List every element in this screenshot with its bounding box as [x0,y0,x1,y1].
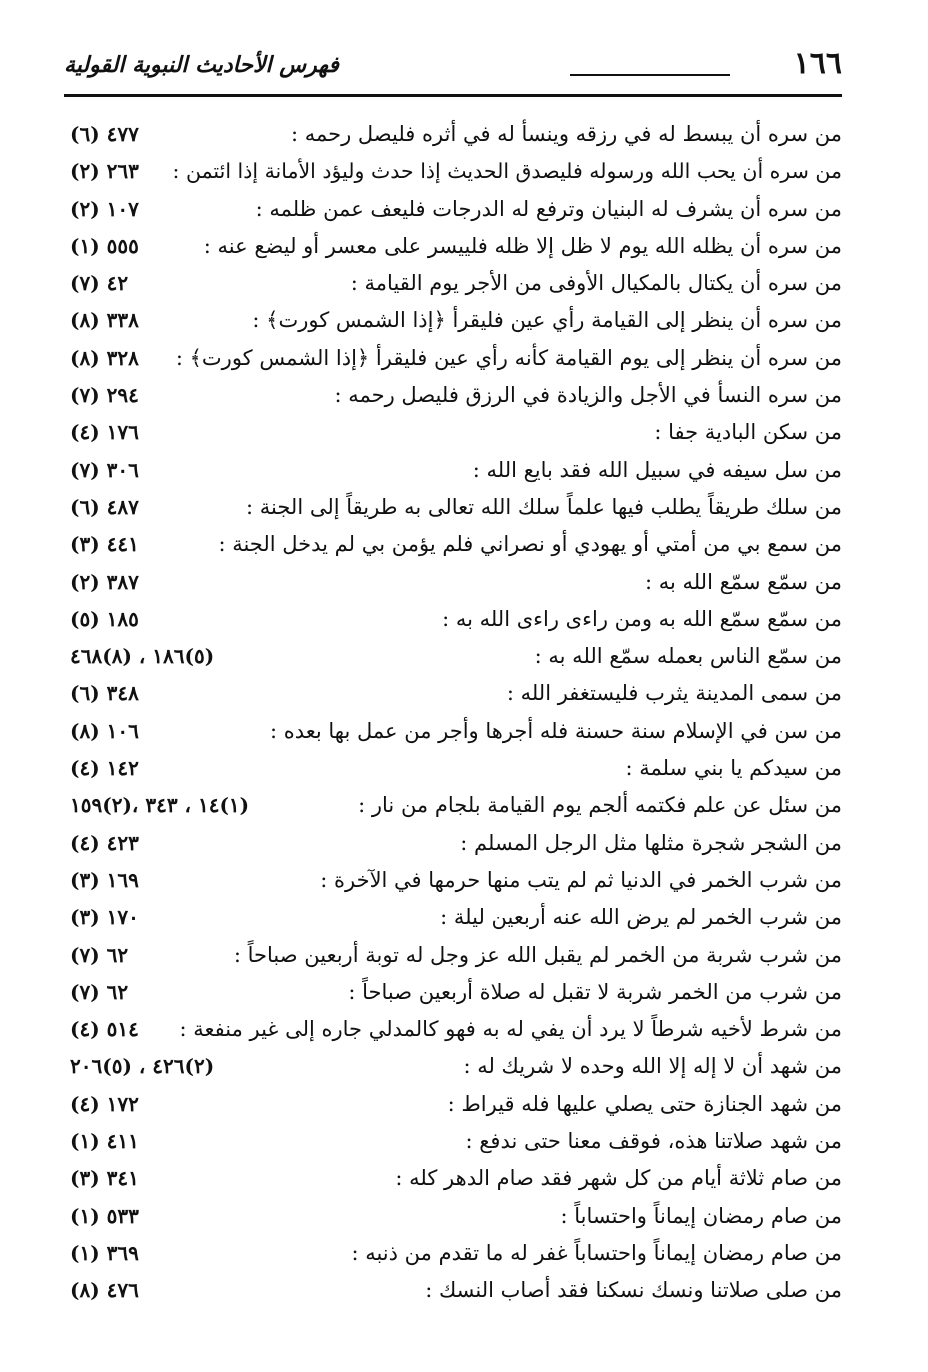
entry-page-reference: ٤٧٦ (٨) [70,1278,139,1303]
entry-page-reference: ١٠٦ (٨) [70,718,139,743]
entry-hadith-text: من سره أن يبسط له في رزقه وينسأ له في أثره فليصل رحمه : [290,122,842,146]
entry-page-reference: ٤٢ (٧) [70,271,129,296]
index-entry [64,864,842,901]
entry-hadith-text: من شرب شربة من الخمر لم يقبل الله عز وجل له توبة أربعين صباحاً : [233,942,842,967]
entry-page-reference: ٣٠٦ (٧) [70,457,139,482]
entry-hadith-text: من سمع بي من أمتي أو يهودي أو نصراني فلم يؤمن بي لم يدخل الجنة : [218,532,842,557]
entry-hadith-text: من صام رمضان إيماناً واحتساباً : [560,1203,842,1228]
index-entry [64,416,842,453]
index-entry [64,1237,842,1274]
entry-page-reference: ١٦٩ (٣) [70,867,139,892]
index-entry [64,752,842,789]
entry-hadith-text: من سره أن يكتال بالمكيال الأوفى من الأجر يوم القيامة : [350,271,842,296]
entry-hadith-text: من سن في الإسلام سنة حسنة فله أجرها وأجر من عمل بها بعده : [269,718,842,743]
entry-page-reference: ١٨٥ (٥) [70,606,139,631]
index-entry [64,491,842,528]
entry-hadith-text: من سل سيفه في سبيل الله فقد بايع الله : [472,457,842,482]
index-entry [64,1088,842,1125]
entry-page-reference: ٦٢ (٧) [70,979,129,1004]
entry-page-reference: ٣٤١ (٣) [70,1166,139,1191]
entry-page-reference: (٥)١٨٦ ، (٨)٤٦٨ [70,644,215,669]
index-entry [64,939,842,976]
index-entry [64,901,842,938]
index-entry [64,1013,842,1050]
page-header [64,44,842,90]
index-entry [64,304,842,341]
entry-hadith-text: من شرب الخمر لم يرض الله عنه أربعين ليلة : [440,905,842,930]
entry-hadith-text: من الشجر شجرة مثلها مثل الرجل المسلم : [460,830,842,855]
entry-page-reference: ٥٣٣ (١) [70,1203,139,1228]
entry-hadith-text: من سيدكم يا بني سلمة : [625,756,842,781]
index-entry [64,1050,842,1087]
index-entry [64,230,842,267]
entry-page-reference: ٣٤٨ (٦) [70,681,139,706]
index-entry [64,379,842,416]
entry-page-reference: ٥١٤ (٤) [70,1017,139,1042]
index-entry [64,715,842,752]
entry-hadith-text: من سره أن يظله الله يوم لا ظل إلا ظله فلييسر على معسر أو ليضع عنه : [203,233,842,258]
entry-hadith-text: من شهد الجنازة حتى يصلي عليها فله قيراط : [447,1091,842,1116]
index-entry [64,976,842,1013]
entry-page-reference: ١٧٠ (٣) [70,905,139,930]
index-entry [64,118,842,155]
entry-hadith-text: من شهد أن لا إله إلا الله وحده لا شريك له : [463,1054,842,1079]
entry-hadith-text: من شهد صلاتنا هذه، فوقف معنا حتى ندفع : [465,1129,842,1154]
entry-page-reference: ٤٢٣ (٤) [70,830,139,855]
entry-hadith-text: من سره أن ينظر إلى القيامة رأي عين فليقرأ ﴿إذا الشمس كورت﴾ : [252,308,842,333]
entry-page-reference: ١٠٧ (٢) [70,196,139,221]
entry-page-reference: ٦٢ (٧) [70,942,129,967]
index-entry [64,342,842,379]
hadith-index-list [64,118,842,1312]
index-entry [64,155,842,192]
entry-page-reference: ٣٨٧ (٢) [70,569,139,594]
entry-page-reference: (١)١٤ ، ٣٤٣ ،(٢)١٥٩ [70,793,250,818]
entry-page-reference: ٤٨٧ (٦) [70,494,139,519]
index-entry [64,566,842,603]
entry-hadith-text: من صام رمضان إيماناً واحتساباً غفر له ما تقدم من ذنبه : [351,1240,842,1265]
entry-hadith-text: من شرب الخمر في الدنيا ثم لم يتب منها حرمها في الآخرة : [320,867,842,892]
entry-hadith-text: من سره أن يحب الله ورسوله فليصدق الحديث إذا حدث وليؤد الأمانة إذا ائتمن : [172,159,842,184]
entry-hadith-text: من سمّع سمّع الله به : [644,569,842,594]
entry-hadith-text: من صلى صلاتنا ونسك نسكنا فقد أصاب النسك : [425,1278,842,1303]
index-entry [64,827,842,864]
index-entry [64,193,842,230]
running-title: فهرس الأحاديث النبوية القولية [64,52,339,78]
index-entry [64,1274,842,1311]
entry-hadith-text: من سمّع الناس بعمله سمّع الله به : [534,644,842,669]
entry-page-reference: ٣٣٨ (٨) [70,308,139,333]
entry-hadith-text: من سره النسأ في الأجل والزيادة في الرزق فليصل رحمه : [334,383,842,408]
entry-page-reference: ٥٥٥ (١) [70,233,139,258]
index-entry [64,640,842,677]
index-entry [64,1162,842,1199]
entry-hadith-text: من شرط لأخيه شرطاً لا يرد أن يفي له به فهو كالمدلي جاره إلى غير منفعة : [179,1017,842,1042]
entry-hadith-text: من سئل عن علم فكتمه ألجم يوم القيامة بلجام من نار : [358,793,842,818]
entry-hadith-text: من سره أن يشرف له البنيان وترفع له الدرجات فليعف عمن ظلمه : [255,196,842,221]
index-entry [64,1125,842,1162]
entry-hadith-text: من سمّع سمّع الله به ومن راءى راءى الله به : [442,606,842,631]
index-entry [64,1200,842,1237]
entry-hadith-text: من سمى المدينة يثرب فليستغفر الله : [506,681,842,706]
entry-page-reference: (٢)٤٢٦ ، (٥)٢٠٦ [70,1054,215,1079]
entry-page-reference: ١٧٦ (٤) [70,420,139,445]
index-entry [64,603,842,640]
index-entry [64,267,842,304]
entry-page-reference: ٤٤١ (٣) [70,532,139,557]
index-entry [64,454,842,491]
entry-hadith-text: من شرب من الخمر شربة لا تقبل له صلاة أربعين صباحاً : [348,979,842,1004]
entry-page-reference: ٢٩٤ (٧) [70,383,139,408]
entry-page-reference: ٤٧٧ (٦) [70,122,139,146]
entry-hadith-text: من سره أن ينظر إلى يوم القيامة كأنه رأي عين فليقرأ ﴿إذا الشمس كورت﴾ : [175,345,842,370]
index-entry [64,528,842,565]
entry-page-reference: ٣٦٩ (١) [70,1240,139,1265]
entry-page-reference: ١٤٢ (٤) [70,756,139,781]
index-entry [64,789,842,826]
page-number: ١٦٦ [793,46,842,81]
header-divider [570,74,730,76]
entry-hadith-text: من صام ثلاثة أيام من كل شهر فقد صام الدهر كله : [395,1166,842,1191]
entry-page-reference: ٤١١ (١) [70,1129,139,1154]
entry-page-reference: ٢٦٣ (٢) [70,159,139,184]
entry-page-reference: ٣٢٨ (٨) [70,345,139,370]
entry-hadith-text: من سلك طريقاً يطلب فيها علماً سلك الله تعالى به طريقاً إلى الجنة : [246,494,842,519]
header-rule [64,94,842,97]
entry-page-reference: ١٧٢ (٤) [70,1091,139,1116]
entry-hadith-text: من سكن البادية جفا : [654,420,842,445]
index-entry [64,677,842,714]
